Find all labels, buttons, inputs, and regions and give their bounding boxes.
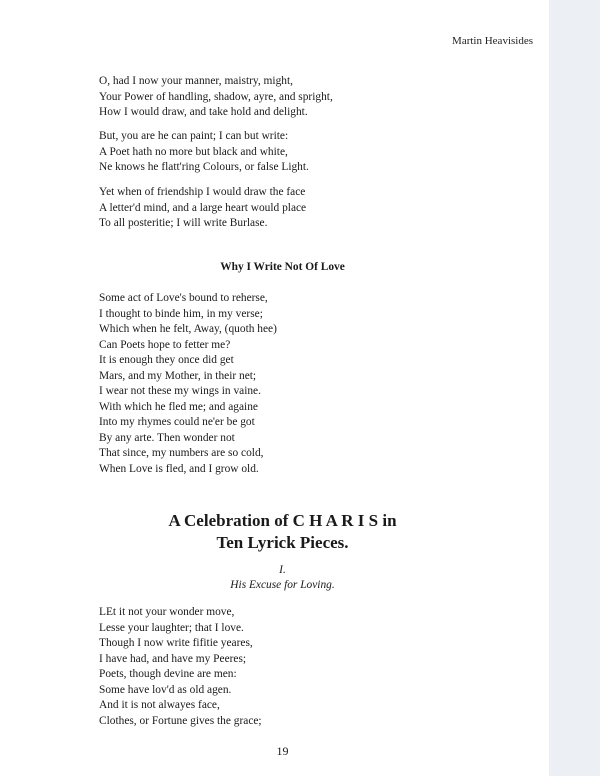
verse-line: Some have lov'd as old agen. — [99, 683, 232, 696]
poem-body-his-excuse-for-loving — [99, 605, 262, 729]
verse-line: Yet when of friendship I would draw the face — [99, 186, 306, 198]
verse-line: It is enough they once did get — [99, 354, 234, 366]
section-title-line: Ten Lyrick Pieces. — [216, 533, 349, 552]
verse-line: How I would draw, and take hold and delight. — [99, 106, 308, 118]
verse-line: O, had I now your manner, maistry, might, — [99, 75, 293, 87]
verse-line: Lesse your laughter; that I love. — [99, 621, 244, 634]
stanza-1 — [99, 74, 333, 121]
verse-line: Poets, though devine are men: — [99, 668, 237, 680]
verse-line: Can Poets hope to fetter me? — [99, 338, 231, 351]
verse-line: A letter'd mind, and a large heart would place — [99, 201, 307, 214]
verse-line: Ne knows he flatt'ring Colours, or false Light. — [99, 161, 309, 173]
stanza-2 — [99, 129, 309, 176]
verse-line: When Love is fled, and I grow old. — [99, 462, 259, 475]
verse-line: Clothes, or Fortune gives the grace; — [99, 714, 262, 727]
poem-title: Why I Write Not Of Love — [220, 261, 345, 273]
poem-body-why-i-write-not-of-love — [99, 291, 277, 477]
verse-line: Into my rhymes could ne'er be got — [99, 416, 255, 428]
running-head-author: Martin Heavisides — [452, 35, 533, 47]
section-title — [0, 510, 549, 554]
section-title-line: A Celebration of C H A R I S in — [168, 511, 397, 530]
verse-line: With which he fled me; and againe — [99, 400, 258, 413]
verse-line: By any arte. Then wonder not — [99, 431, 235, 444]
verse-line: Which when he felt, Away, (quoth hee) — [99, 323, 277, 335]
viewer-side-panel — [549, 0, 600, 776]
verse-line: But, you are he can paint; I can but write: — [99, 130, 289, 142]
verse-line: I wear not these my wings in vaine. — [99, 385, 261, 397]
section-numeral: I. — [279, 564, 286, 576]
verse-line: Mars, and my Mother, in their net; — [99, 369, 257, 382]
verse-line: To all posteritie; I will write Burlase. — [99, 217, 268, 229]
section-subtitle: His Excuse for Loving. — [230, 579, 335, 591]
verse-line: Your Power of handling, shadow, ayre, and spright, — [99, 90, 333, 103]
verse-line: I have had, and have my Peeres; — [99, 652, 247, 665]
verse-line: LEt it not your wonder move, — [99, 606, 235, 618]
verse-line: And it is not alwayes face, — [99, 699, 220, 711]
verse-line: A Poet hath no more but black and white, — [99, 145, 288, 158]
verse-line: That since, my numbers are so cold, — [99, 447, 264, 459]
verse-line: Some act of Love's bound to reherse, — [99, 292, 268, 304]
stanza-3 — [99, 185, 306, 232]
page-number: 19 — [276, 744, 289, 758]
verse-line: Though I now write fifitie yeares, — [99, 637, 253, 649]
verse-line: I thought to binde him, in my verse; — [99, 307, 263, 320]
